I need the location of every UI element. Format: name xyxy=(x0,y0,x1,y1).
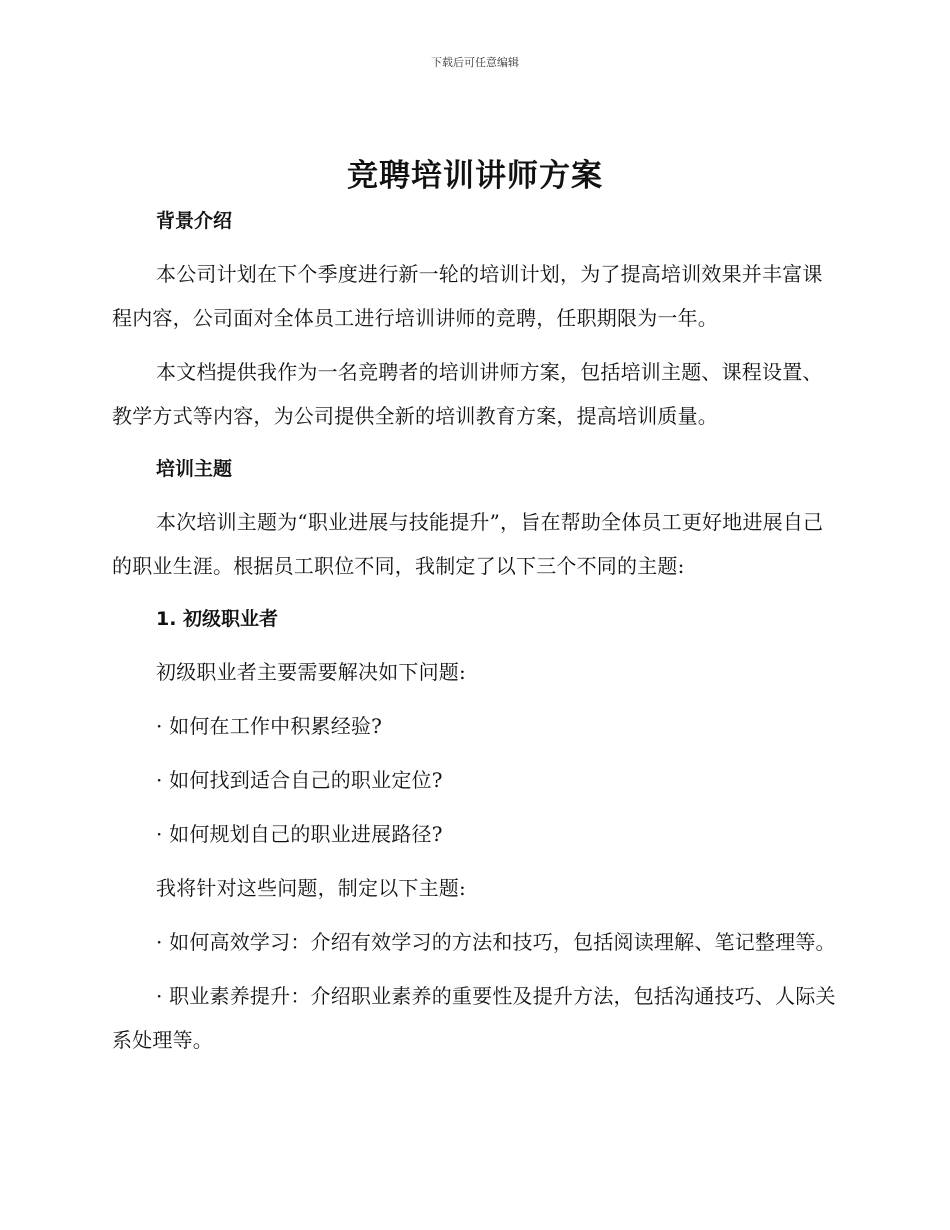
paragraph-plan-intro: 我将针对这些问题，制定以下主题: xyxy=(156,876,466,900)
section-heading-topic: 培训主题 xyxy=(156,458,233,480)
paragraph-background-2: 本文档提供我作为一名竞聘者的培训讲师方案，包括培训主题、课程设置、教学方式等内容，为公司提供全新的培训教育方案，提高培训质量。 xyxy=(112,360,823,428)
paragraph-background-1: 本公司计划在下个季度进行新一轮的培训计划，为了提高培训效果并丰富课程内容，公司面对全体员工进行培训讲师的竞聘，任职期限为一年。 xyxy=(112,262,823,330)
list-item-theme-1: · 如何高效学习：介绍有效学习的方法和技巧，包括阅读理解、笔记整理等。 xyxy=(156,930,836,954)
document-body xyxy=(112,200,838,1072)
list-item-question-1: · 如何在工作中积累经验? xyxy=(156,714,383,738)
paragraph-topic-1: 本次培训主题为“职业进展与技能提升”，旨在帮助全体员工更好地进展自己的职业生涯。根据员工职位不同，我制定了以下三个不同的主题: xyxy=(112,510,824,578)
list-item-question-3: · 如何规划自己的职业进展路径? xyxy=(156,822,443,846)
paragraph-junior-intro: 初级职业者主要需要解决如下问题: xyxy=(156,660,466,684)
list-item-theme-2: · 职业素养提升：介绍职业素养的重要性及提升方法，包括沟通技巧、人际关系处理等。 xyxy=(112,984,836,1052)
page-header-note: 下载后可任意编辑 xyxy=(431,56,519,69)
section-heading-background: 背景介绍 xyxy=(156,210,233,232)
section-heading-junior: 1. 初级职业者 xyxy=(156,608,279,630)
document-title: 竞聘培训讲师方案 xyxy=(347,158,603,194)
list-item-question-2: · 如何找到适合自己的职业定位? xyxy=(156,768,443,792)
